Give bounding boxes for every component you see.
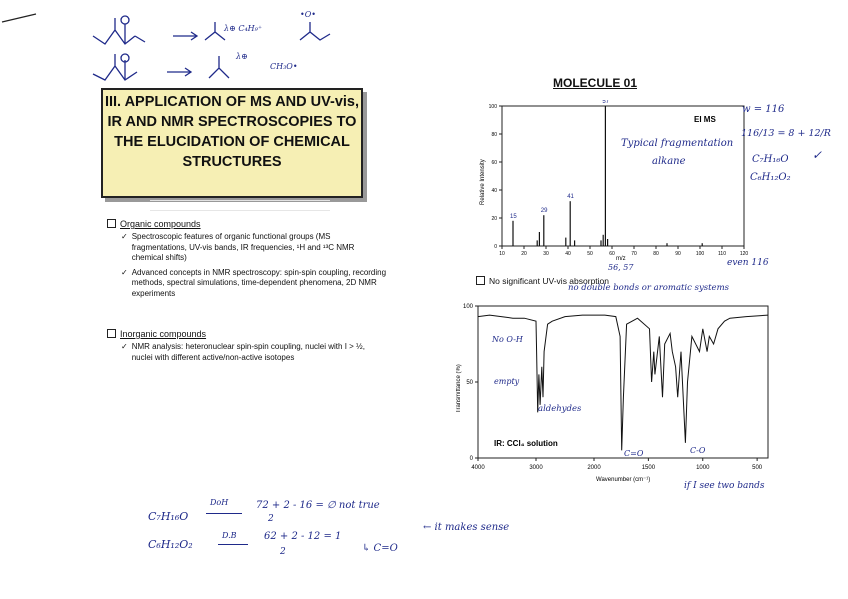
annotation-check-mark: ✓	[812, 148, 823, 162]
corner-scribble	[0, 8, 40, 28]
ir-xlabel: Wavenumber (cm⁻¹)	[596, 477, 651, 483]
check-icon: ✓	[121, 267, 128, 277]
organic-bullet-1: ✓ Spectroscopic features of organic functional groups (MS fragmentations, UV-vis bands, IR frequencies, ¹H and ¹³C NMR chemical shifts)	[121, 232, 355, 262]
ir-xtick-label: 4000	[471, 465, 485, 471]
calc1-expr: 72 + 2 - 16 = ∅ not true	[256, 500, 380, 511]
annotation-m56: 56, 57	[608, 263, 634, 272]
uv-note: No significant UV-vis absorption	[476, 276, 609, 286]
ms-xtick-label: 100	[695, 251, 705, 257]
reaction-product-2-label: •O•	[300, 10, 316, 19]
ms-xtick-label: 60	[609, 251, 615, 257]
ir-xtick-label: 3000	[529, 465, 543, 471]
ms-ytick-label: 60	[491, 160, 497, 166]
organic-heading: Organic compounds	[107, 219, 387, 229]
annotation-even: even 116	[727, 258, 769, 268]
ir-xtick-label: 1000	[696, 465, 710, 471]
ir-ylabel: Transmittance (%)	[456, 364, 462, 413]
annotation-aldehydes: aldehydes	[538, 404, 582, 414]
ms-xtick-label: 20	[521, 251, 527, 257]
ms-xtick-label: 40	[565, 251, 571, 257]
calc2-formula: C₆H₁₂O₂	[148, 538, 193, 551]
annotation-ratio: 116/13 = 8 + 12/R	[741, 128, 831, 139]
calc2-arrow	[218, 544, 248, 545]
ms-peak-label: 41	[567, 194, 574, 201]
ms-frame	[502, 106, 744, 246]
ir-spectrum-chart	[456, 298, 776, 483]
ghost-line	[150, 210, 330, 215]
ms-ytick-label: 20	[491, 216, 497, 222]
ghost-line	[150, 200, 330, 205]
annotation-c-o-double: C=O	[624, 449, 644, 458]
organic-section	[107, 219, 387, 299]
ms-ytick-label: 100	[488, 104, 497, 110]
calc2-over: D.B	[222, 531, 237, 540]
ms-xtick-label: 80	[653, 251, 659, 257]
annotation-mw: w = 116	[742, 104, 785, 115]
inorganic-bullet-1: ✓ NMR analysis: heteronuclear spin-spin coupling, nuclei with I > ½, nuclei with different active/non-active isotopes	[121, 342, 365, 362]
annotation-c-o-single: C-O	[690, 446, 706, 455]
reaction-row2-byproduct-label: CH₃O•	[270, 62, 298, 71]
ir-xtick-label: 500	[752, 465, 763, 471]
calc1-den: 2	[268, 514, 274, 524]
annotation-formula1: C₇H₁₆O	[752, 154, 789, 165]
checkbox-icon	[107, 329, 116, 338]
ms-xtick-label: 110	[718, 251, 726, 257]
annotation-two-bands: if I see two bands	[684, 481, 765, 491]
calc1-over: DoH	[210, 498, 229, 507]
ms-xtick-label: 120	[739, 251, 749, 257]
ms-xlabel: m/z	[616, 256, 626, 262]
inorganic-section	[107, 329, 387, 363]
ms-ytick-label: 80	[491, 132, 497, 138]
ms-ylabel: Relative Intensity	[480, 159, 486, 205]
annotation-makes-sense: ← it makes sense	[423, 522, 510, 533]
ms-xtick-label: 10	[499, 251, 505, 257]
reaction-row2-product-label: λ⊕	[236, 52, 248, 61]
annotation-fragmentation: Typical fragmentation	[621, 138, 734, 149]
ms-peak-label: 29	[540, 208, 548, 215]
molecule-title: MOLECULE 01	[553, 76, 638, 90]
annotation-alkane: alkane	[652, 156, 686, 167]
calc2-expr: 62 + 2 - 12 = 1	[264, 531, 342, 542]
ms-xtick-label: 30	[543, 251, 549, 257]
ms-xtick-label: 90	[675, 251, 681, 257]
checkbox-icon	[107, 219, 116, 228]
section-title: III. APPLICATION OF MS AND UV-vis, IR AND NMR SPECTROSCOPIES TO THE ELUCIDATION OF CHEMICAL STRUCTURES	[104, 94, 360, 170]
ms-peak-label: 57	[602, 100, 610, 105]
ir-xtick-label: 1500	[641, 465, 656, 471]
ir-xtick-label: 2000	[587, 465, 601, 471]
check-icon: ✓	[121, 342, 128, 351]
ir-ytick-label: 0	[469, 456, 473, 462]
ir-ytick-label: 50	[466, 380, 473, 386]
section-title-box	[101, 88, 363, 198]
organic-bullet-2: ✓ Advanced concepts in NMR spectroscopy: spin-spin coupling, recording methods, spectral simulations, time-dependent phenomena, 2D NMR experiments	[121, 267, 387, 298]
ms-ytick-label: 0	[494, 244, 497, 250]
ir-ytick-label: 100	[462, 304, 473, 310]
checkbox-icon	[476, 276, 485, 285]
mass-spectrum-chart	[476, 100, 751, 262]
calc1-arrow	[206, 513, 242, 514]
ms-xtick-label: 70	[631, 251, 637, 257]
calc2-den: 2	[280, 547, 286, 557]
annotation-empty: empty	[494, 377, 520, 386]
ir-frame	[478, 306, 768, 458]
calc2-result: ↳ C=O	[362, 543, 398, 554]
annotation-no-double: no double bonds or aromatic systems	[568, 283, 730, 293]
ms-label: EI MS	[694, 115, 716, 124]
ms-peak-label: 15	[510, 213, 517, 220]
reaction-scheme-drawing	[85, 10, 365, 88]
reaction-product-1-label: λ⊕ C₄H₉⁺	[224, 24, 263, 33]
ms-xtick-label: 50	[587, 251, 593, 257]
check-icon: ✓	[121, 232, 128, 241]
annotation-no-oh: No O-H	[492, 335, 523, 344]
ir-label: IR: CCl₄ solution	[494, 439, 558, 448]
ms-ytick-label: 40	[491, 188, 497, 194]
annotation-formula2: C₆H₁₂O₂	[750, 172, 791, 183]
inorganic-heading: Inorganic compounds	[107, 329, 387, 339]
calc1-formula: C₇H₁₆O	[148, 510, 189, 523]
